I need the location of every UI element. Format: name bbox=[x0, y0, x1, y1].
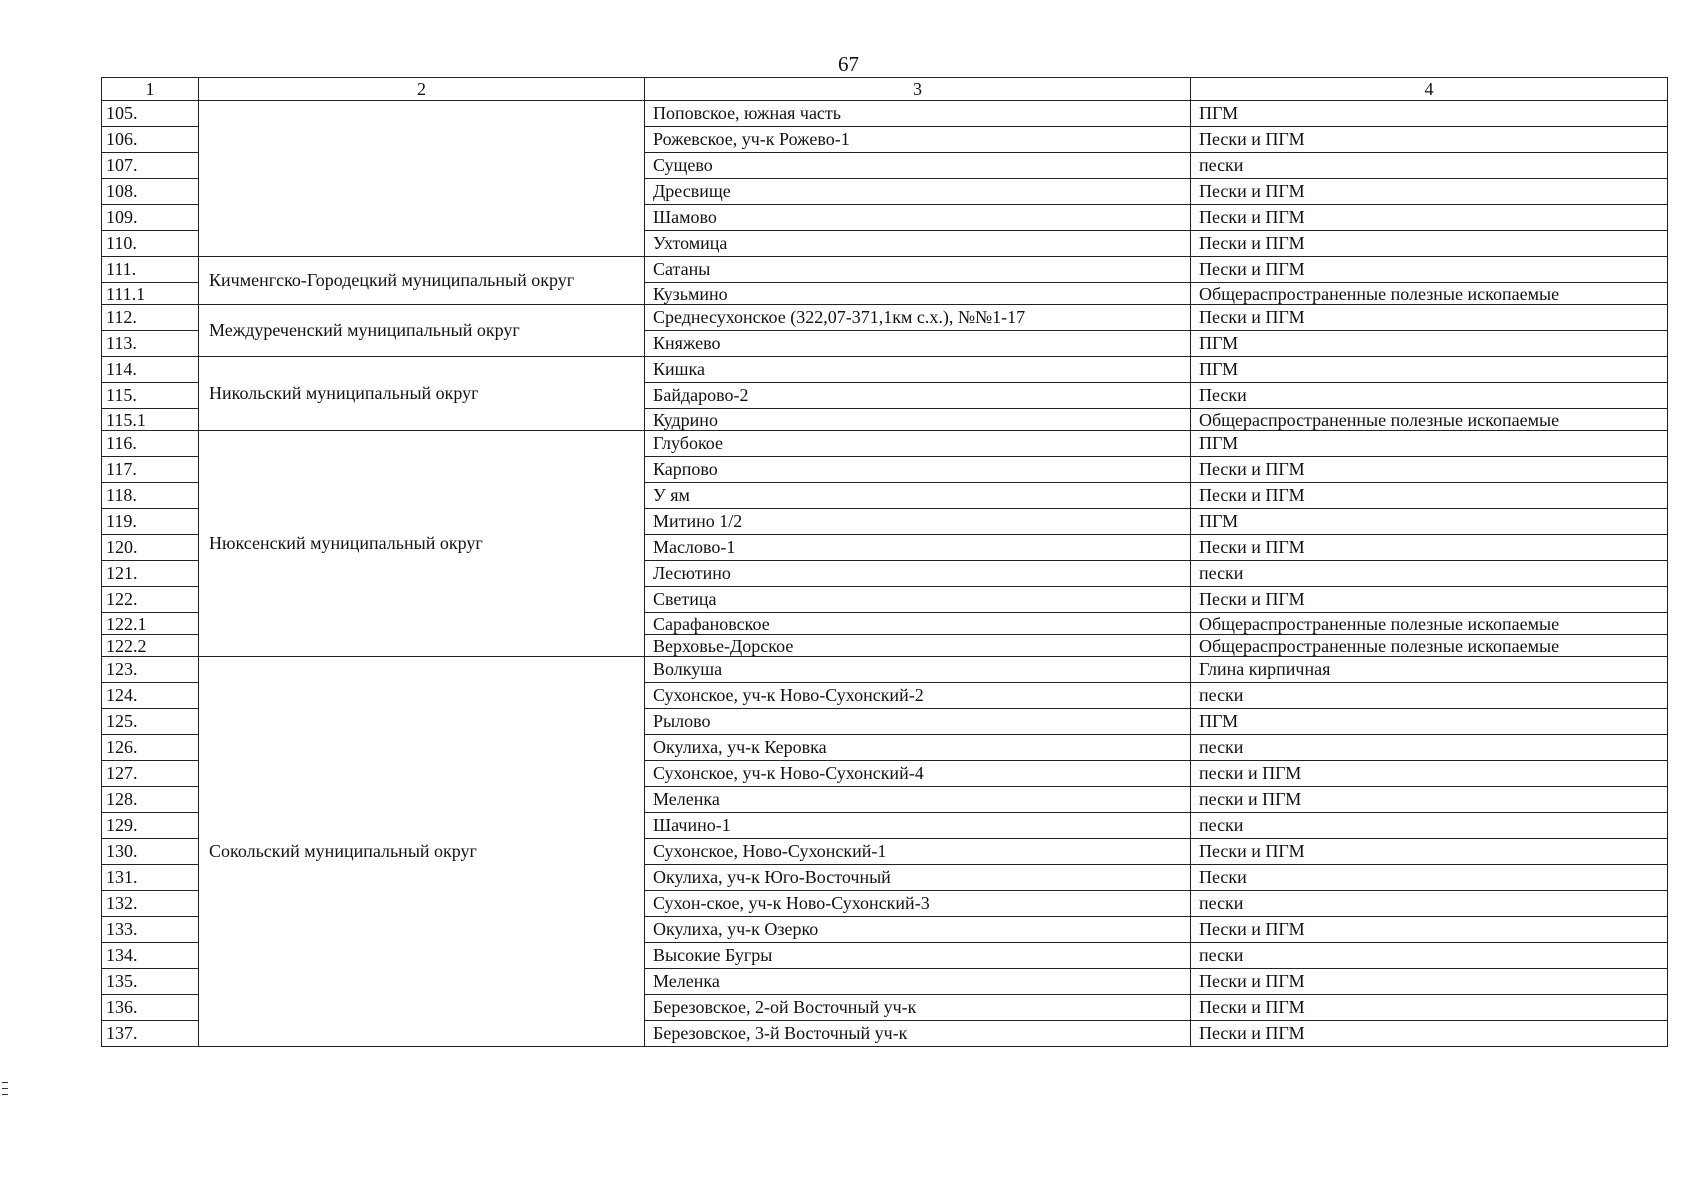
table-body bbox=[102, 101, 1668, 1047]
mineral-type: Пески и ПГМ bbox=[1191, 839, 1668, 865]
edge-mark bbox=[2, 1088, 8, 1089]
mineral-type: Пески и ПГМ bbox=[1191, 231, 1668, 257]
table-row bbox=[102, 101, 1668, 127]
row-number: 108. bbox=[102, 179, 199, 205]
deposit-name: Кишка bbox=[645, 357, 1191, 383]
row-number: 119. bbox=[102, 509, 199, 535]
mineral-type: пески bbox=[1191, 153, 1668, 179]
mineral-type: Общераспространенные полезные ископаемые bbox=[1191, 613, 1668, 635]
mineral-type: Пески и ПГМ bbox=[1191, 205, 1668, 231]
deposit-name: Березовское, 2-ой Восточный уч-к bbox=[645, 995, 1191, 1021]
deposit-name: Светица bbox=[645, 587, 1191, 613]
column-header: 2 bbox=[199, 78, 645, 101]
row-number: 123. bbox=[102, 657, 199, 683]
row-number: 116. bbox=[102, 431, 199, 457]
mineral-type: ПГМ bbox=[1191, 509, 1668, 535]
row-number: 111.1 bbox=[102, 283, 199, 305]
deposit-name: Лесютино bbox=[645, 561, 1191, 587]
row-number: 128. bbox=[102, 787, 199, 813]
mineral-type: Пески bbox=[1191, 383, 1668, 409]
mineral-type: Пески и ПГМ bbox=[1191, 305, 1668, 331]
row-number: 122.1 bbox=[102, 613, 199, 635]
mineral-type: Пески bbox=[1191, 865, 1668, 891]
deposit-name: Митино 1/2 bbox=[645, 509, 1191, 535]
deposit-name: У ям bbox=[645, 483, 1191, 509]
okrug-cell: Никольский муниципальный округ bbox=[199, 357, 645, 431]
deposit-name: Меленка bbox=[645, 787, 1191, 813]
mineral-type: Пески и ПГМ bbox=[1191, 457, 1668, 483]
table-row bbox=[102, 305, 1668, 331]
deposit-name: Поповское, южная часть bbox=[645, 101, 1191, 127]
mineral-type: пески bbox=[1191, 735, 1668, 761]
mineral-type: Пески и ПГМ bbox=[1191, 483, 1668, 509]
mineral-type: Глина кирпичная bbox=[1191, 657, 1668, 683]
mineral-type: ПГМ bbox=[1191, 331, 1668, 357]
mineral-type: пески bbox=[1191, 561, 1668, 587]
row-number: 137. bbox=[102, 1021, 199, 1047]
row-number: 112. bbox=[102, 305, 199, 331]
row-number: 130. bbox=[102, 839, 199, 865]
row-number: 113. bbox=[102, 331, 199, 357]
column-header: 3 bbox=[645, 78, 1191, 101]
mineral-type: пески bbox=[1191, 891, 1668, 917]
mineral-type: Пески и ПГМ bbox=[1191, 127, 1668, 153]
row-number: 118. bbox=[102, 483, 199, 509]
mineral-type: Пески и ПГМ bbox=[1191, 257, 1668, 283]
mineral-type: Пески и ПГМ bbox=[1191, 969, 1668, 995]
deposit-name: Березовское, 3-й Восточный уч-к bbox=[645, 1021, 1191, 1047]
row-number: 124. bbox=[102, 683, 199, 709]
deposit-name: Окулиха, уч-к Озерко bbox=[645, 917, 1191, 943]
deposit-name: Дресвище bbox=[645, 179, 1191, 205]
deposit-name: Окулиха, уч-к Керовка bbox=[645, 735, 1191, 761]
column-header: 4 bbox=[1191, 78, 1668, 101]
edge-mark bbox=[2, 1082, 8, 1083]
row-number: 132. bbox=[102, 891, 199, 917]
row-number: 114. bbox=[102, 357, 199, 383]
deposit-name: Сухонское, уч-к Ново-Сухонский-2 bbox=[645, 683, 1191, 709]
row-number: 107. bbox=[102, 153, 199, 179]
deposit-name: Сухонское, уч-к Ново-Сухонский-4 bbox=[645, 761, 1191, 787]
mineral-type: Пески и ПГМ bbox=[1191, 917, 1668, 943]
column-header: 1 bbox=[102, 78, 199, 101]
table-row bbox=[102, 357, 1668, 383]
deposit-name: Шачино-1 bbox=[645, 813, 1191, 839]
deposit-name: Ухтомица bbox=[645, 231, 1191, 257]
row-number: 115.1 bbox=[102, 409, 199, 431]
mineral-type: Пески и ПГМ bbox=[1191, 1021, 1668, 1047]
deposit-name: Волкуша bbox=[645, 657, 1191, 683]
deposit-name: Шамово bbox=[645, 205, 1191, 231]
deposit-name: Байдарово-2 bbox=[645, 383, 1191, 409]
deposit-name: Рылово bbox=[645, 709, 1191, 735]
deposit-name: Глубокое bbox=[645, 431, 1191, 457]
deposit-name: Сухон-ское, уч-к Ново-Сухонский-3 bbox=[645, 891, 1191, 917]
table-row bbox=[102, 657, 1668, 683]
row-number: 109. bbox=[102, 205, 199, 231]
deposit-name: Кудрино bbox=[645, 409, 1191, 431]
row-number: 134. bbox=[102, 943, 199, 969]
mineral-type: ПГМ bbox=[1191, 357, 1668, 383]
row-number: 111. bbox=[102, 257, 199, 283]
mineral-type: Пески и ПГМ bbox=[1191, 587, 1668, 613]
deposit-name: Высокие Бугры bbox=[645, 943, 1191, 969]
mineral-type: пески bbox=[1191, 943, 1668, 969]
table-row bbox=[102, 257, 1668, 283]
deposit-name: Кузьмино bbox=[645, 283, 1191, 305]
mineral-type: Пески и ПГМ bbox=[1191, 179, 1668, 205]
page-number: 67 bbox=[838, 52, 859, 76]
deposit-name: Сатаны bbox=[645, 257, 1191, 283]
okrug-cell: Сокольский муниципальный округ bbox=[199, 657, 645, 1047]
row-number: 122. bbox=[102, 587, 199, 613]
deposit-name: Верховье-Дорское bbox=[645, 635, 1191, 657]
table-header-row bbox=[102, 78, 1668, 101]
deposit-name: Среднесухонское (322,07-371,1км с.х.), №№1-17 bbox=[645, 305, 1191, 331]
row-number: 136. bbox=[102, 995, 199, 1021]
mineral-type: пески и ПГМ bbox=[1191, 761, 1668, 787]
mineral-type: пески bbox=[1191, 683, 1668, 709]
row-number: 125. bbox=[102, 709, 199, 735]
row-number: 135. bbox=[102, 969, 199, 995]
mineral-type: ПГМ bbox=[1191, 101, 1668, 127]
mineral-type: ПГМ bbox=[1191, 431, 1668, 457]
row-number: 110. bbox=[102, 231, 199, 257]
deposit-name: Рожевское, уч-к Рожево-1 bbox=[645, 127, 1191, 153]
deposits-table bbox=[101, 77, 1668, 1047]
row-number: 129. bbox=[102, 813, 199, 839]
row-number: 105. bbox=[102, 101, 199, 127]
mineral-type: Общераспространенные полезные ископаемые bbox=[1191, 283, 1668, 305]
okrug-cell: Междуреченский муниципальный округ bbox=[199, 305, 645, 357]
row-number: 122.2 bbox=[102, 635, 199, 657]
row-number: 117. bbox=[102, 457, 199, 483]
deposit-name: Княжево bbox=[645, 331, 1191, 357]
deposit-name: Меленка bbox=[645, 969, 1191, 995]
deposit-name: Окулиха, уч-к Юго-Восточный bbox=[645, 865, 1191, 891]
deposit-name: Карпово bbox=[645, 457, 1191, 483]
row-number: 120. bbox=[102, 535, 199, 561]
mineral-type: пески и ПГМ bbox=[1191, 787, 1668, 813]
row-number: 106. bbox=[102, 127, 199, 153]
deposit-name: Сухонское, Ново-Сухонский-1 bbox=[645, 839, 1191, 865]
mineral-type: ПГМ bbox=[1191, 709, 1668, 735]
mineral-type: Пески и ПГМ bbox=[1191, 995, 1668, 1021]
row-number: 121. bbox=[102, 561, 199, 587]
mineral-type: пески bbox=[1191, 813, 1668, 839]
okrug-cell: Нюксенский муниципальный округ bbox=[199, 431, 645, 657]
row-number: 127. bbox=[102, 761, 199, 787]
row-number: 131. bbox=[102, 865, 199, 891]
deposit-name: Сущево bbox=[645, 153, 1191, 179]
mineral-type: Общераспространенные полезные ископаемые bbox=[1191, 409, 1668, 431]
row-number: 126. bbox=[102, 735, 199, 761]
mineral-type: Пески и ПГМ bbox=[1191, 535, 1668, 561]
table-row bbox=[102, 431, 1668, 457]
row-number: 133. bbox=[102, 917, 199, 943]
okrug-cell: Кичменгско-Городецкий муниципальный округ bbox=[199, 257, 645, 305]
row-number: 115. bbox=[102, 383, 199, 409]
okrug-cell bbox=[199, 101, 645, 257]
edge-mark bbox=[2, 1094, 8, 1095]
deposit-name: Сарафановское bbox=[645, 613, 1191, 635]
deposit-name: Маслово-1 bbox=[645, 535, 1191, 561]
mineral-type: Общераспространенные полезные ископаемые bbox=[1191, 635, 1668, 657]
